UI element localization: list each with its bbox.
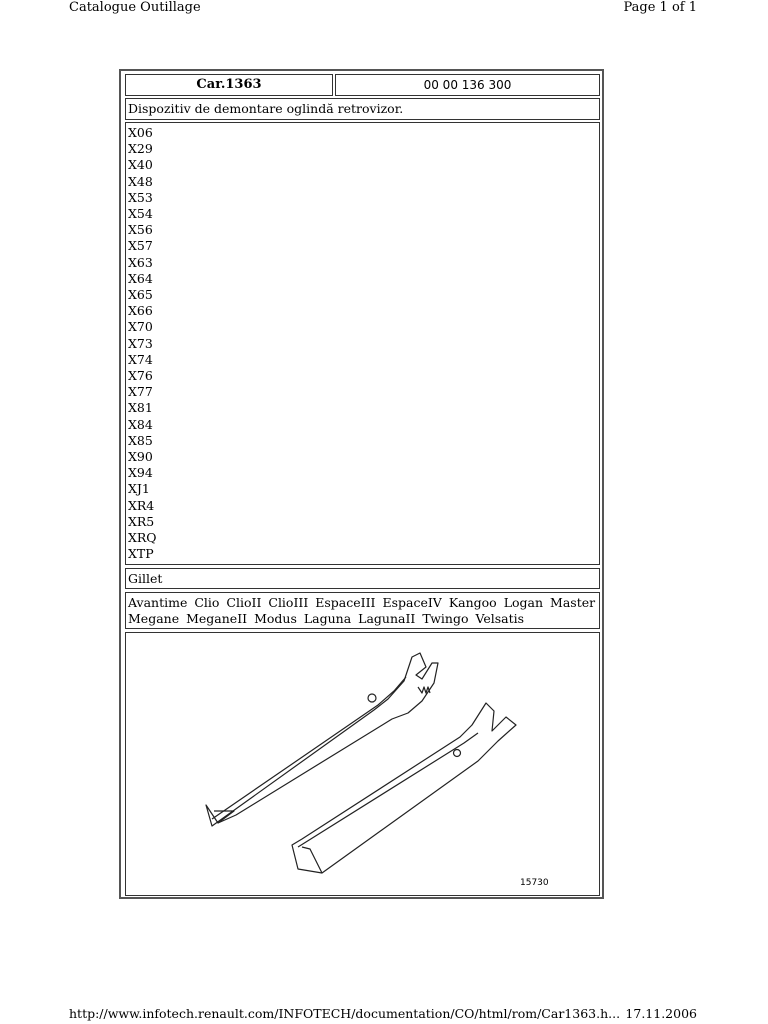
vehicle-code: X70 — [128, 319, 153, 335]
vehicle-code: X65 — [128, 287, 153, 303]
model-name: Modus — [254, 611, 297, 627]
model-name: ClioIII — [268, 595, 309, 610]
tool-illustration — [125, 632, 600, 896]
vehicle-code: X56 — [128, 222, 153, 238]
model-name: ClioII — [226, 595, 262, 610]
vehicle-code: X85 — [128, 432, 153, 448]
page-number: Page 1 of 1 — [623, 0, 697, 15]
model-name: EspaceIII — [315, 595, 376, 610]
vehicle-code: XR5 — [128, 513, 155, 529]
vehicle-code: X84 — [128, 416, 153, 432]
vehicle-code: X53 — [128, 189, 153, 205]
page-header-title: Catalogue Outillage — [69, 0, 201, 15]
supplier-name: Gillet — [125, 568, 600, 589]
model-name: Laguna — [303, 611, 352, 627]
tool-code: Car.1363 — [125, 74, 333, 96]
model-name: Clio — [194, 595, 220, 610]
vehicle-code: X66 — [128, 303, 153, 319]
vehicle-code: XTP — [128, 546, 154, 562]
model-name: MeganeII — [186, 611, 248, 627]
tool-description: Dispozitiv de demontare oglindă retrovizor. — [125, 98, 600, 120]
vehicle-code: X48 — [128, 173, 153, 189]
print-date: 17.11.2006 — [625, 1006, 697, 1021]
tool-left-icon — [206, 653, 438, 826]
vehicle-code: X06 — [128, 125, 153, 140]
vehicle-code: XJ1 — [128, 481, 150, 497]
tool-right-icon — [292, 703, 516, 873]
model-name: LagunaII — [358, 611, 416, 627]
vehicle-code: X94 — [128, 465, 153, 481]
vehicle-code-list — [125, 122, 600, 565]
model-name: Twingo — [422, 611, 469, 627]
model-name: Logan — [503, 595, 544, 610]
model-name: Master — [550, 595, 596, 610]
vehicle-code: X81 — [128, 400, 153, 416]
model-name: Kangoo — [448, 595, 497, 610]
vehicle-code: X29 — [128, 141, 153, 157]
vehicle-code: X90 — [128, 449, 153, 465]
model-name: Avantime — [128, 595, 188, 610]
vehicle-code: X64 — [128, 270, 153, 286]
tool-part-number: 00 00 136 300 — [335, 74, 600, 96]
mirror-removal-tool-drawing — [126, 633, 599, 895]
vehicle-code: X40 — [128, 157, 153, 173]
vehicle-code: X73 — [128, 335, 153, 351]
model-name: EspaceIV — [382, 595, 442, 610]
source-url: http://www.infotech.renault.com/INFOTECH/documentation/CO/html/rom/Car1363.h... — [69, 1006, 621, 1021]
vehicle-code: X63 — [128, 254, 153, 270]
tool-card — [119, 69, 604, 899]
vehicle-code: XRQ — [128, 530, 157, 546]
vehicle-code: X74 — [128, 351, 153, 367]
vehicle-code: X76 — [128, 368, 153, 384]
vehicle-code: X54 — [128, 206, 153, 222]
model-name: Velsatis — [475, 611, 525, 627]
model-list — [125, 592, 600, 629]
vehicle-code: X57 — [128, 238, 153, 254]
figure-number: 15730 — [520, 878, 549, 888]
model-name: Megane — [128, 611, 180, 627]
vehicle-code: XR4 — [128, 497, 155, 513]
vehicle-code: X77 — [128, 384, 153, 400]
